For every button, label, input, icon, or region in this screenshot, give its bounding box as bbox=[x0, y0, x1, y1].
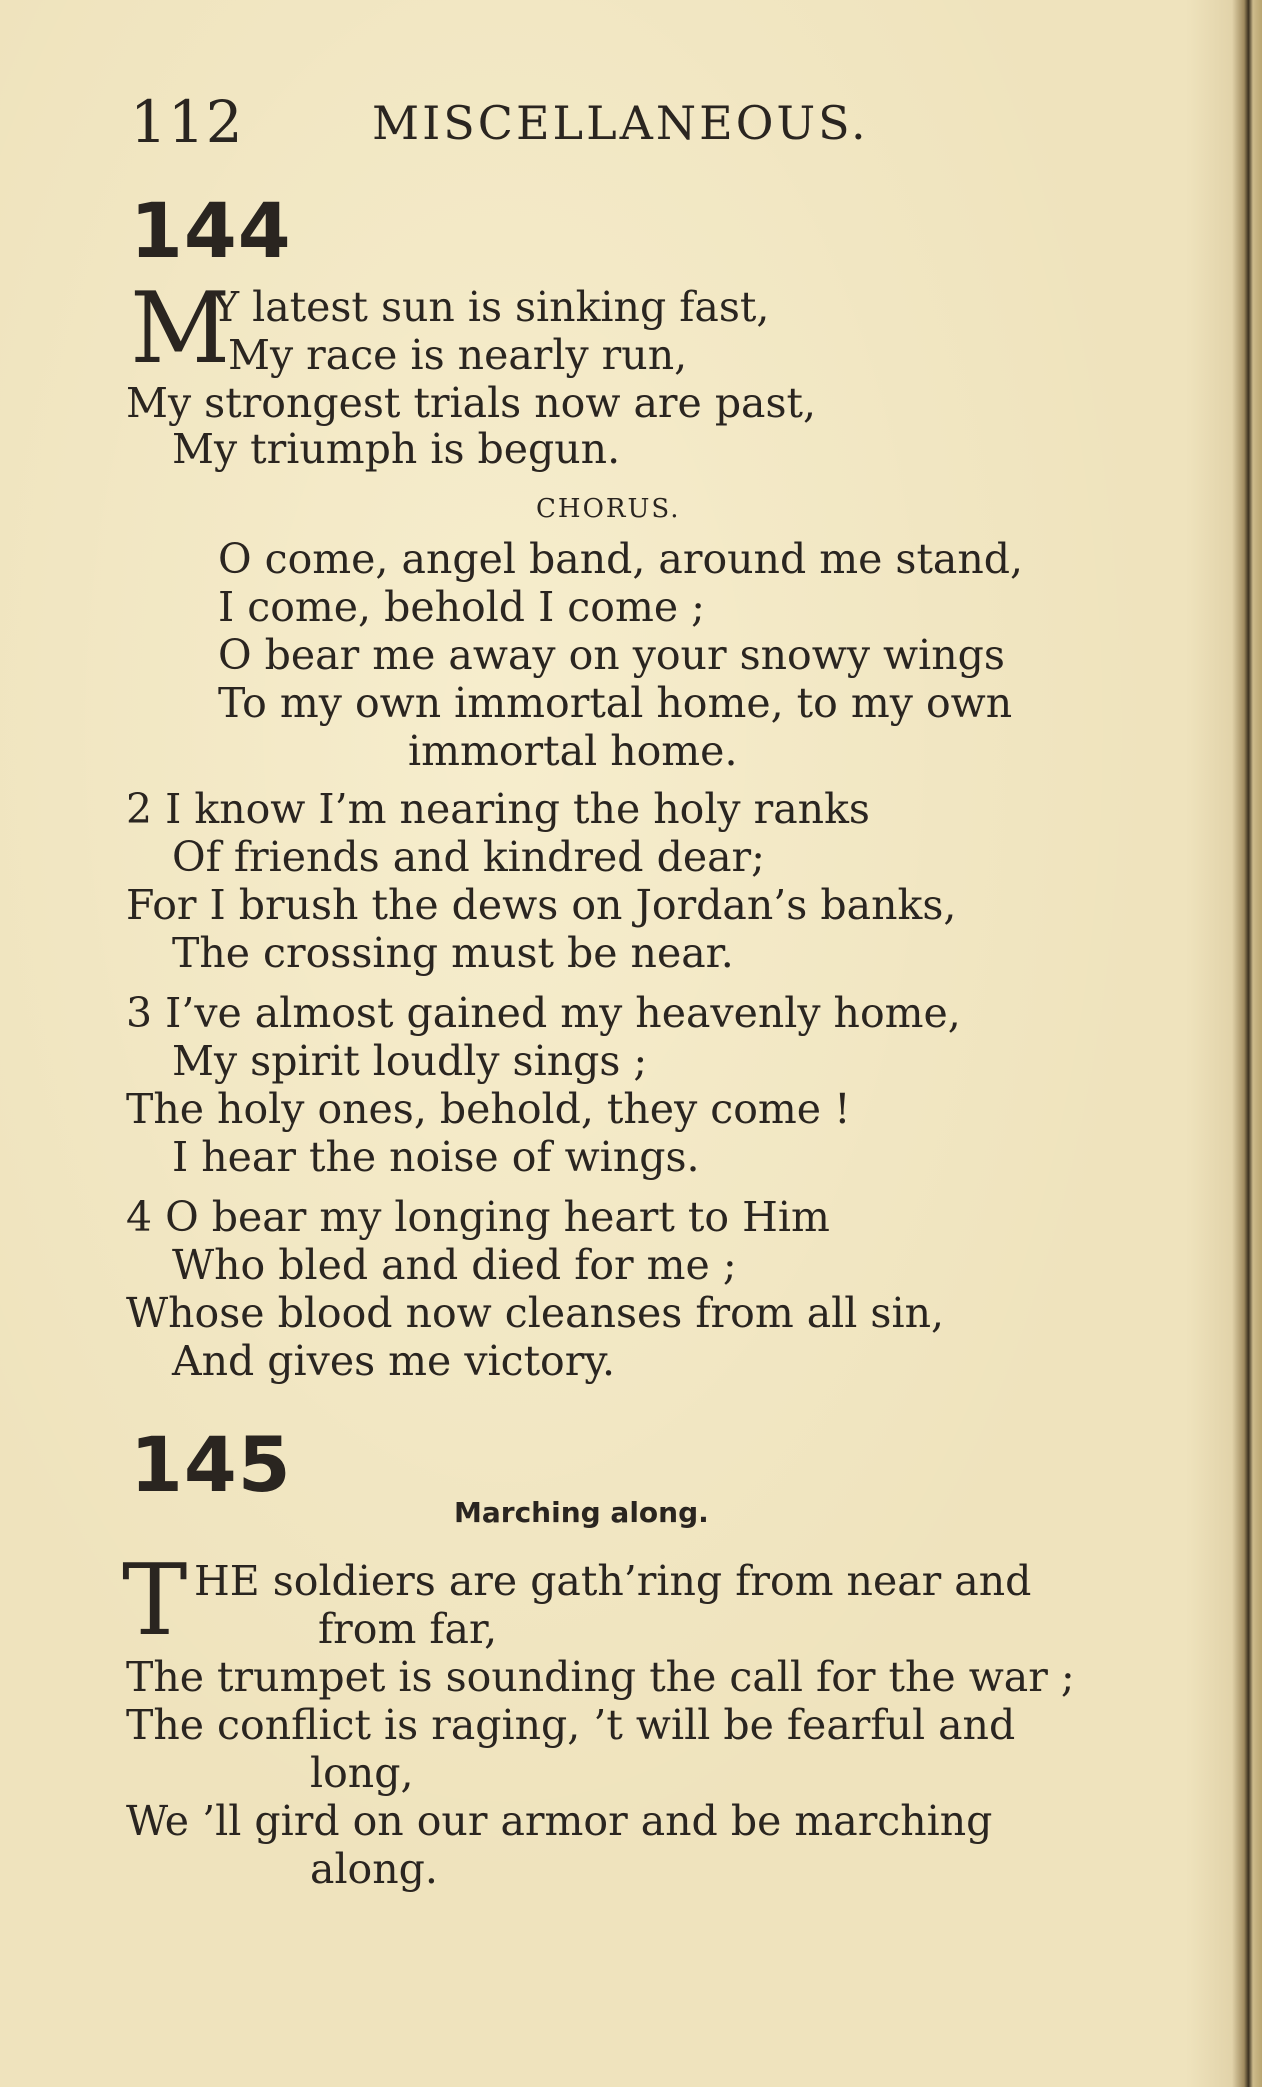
hymn-144-verse4-line1: 4 O bear my longing heart to Him bbox=[126, 1193, 830, 1241]
hymn-144-verse1-line1: Y latest sun is sinking fast, bbox=[212, 283, 770, 331]
hymn-144-verse3-line2: My spirit loudly sings ; bbox=[172, 1037, 648, 1085]
hymn-144-number: 144 bbox=[130, 186, 292, 275]
book-spine-edge bbox=[1232, 0, 1262, 2087]
hymn-144-chorus-line1: O come, angel band, around me stand, bbox=[218, 535, 1024, 583]
hymn-144-verse1-line3: My strongest trials now are past, bbox=[126, 379, 817, 427]
hymn-145-verse1-line1: HE soldiers are gath’ring from near and bbox=[194, 1557, 1032, 1605]
hymn-144-chorus-line2: I come, behold I come ; bbox=[218, 583, 705, 631]
hymn-144-verse1-line2: My race is nearly run, bbox=[228, 331, 688, 379]
hymn-144-chorus-line3: O bear me away on your snowy wings bbox=[218, 631, 1005, 679]
hymn-144-verse3-line3: The holy ones, behold, they come ! bbox=[126, 1085, 851, 1133]
hymn-144-verse1-line4: My triumph is begun. bbox=[172, 425, 621, 473]
hymn-144-verse2-line4: The crossing must be near. bbox=[172, 929, 734, 977]
hymn-144-verse4-line4: And gives me victory. bbox=[172, 1337, 616, 1385]
hymn-145-verse1-line6: We ’ll gird on our armor and be marching bbox=[126, 1797, 993, 1845]
hymn-144-verse3-line4: I hear the noise of wings. bbox=[172, 1133, 700, 1181]
running-head: MISCELLANEOUS. bbox=[372, 96, 869, 150]
hymn-144-verse4-line3: Whose blood now cleanses from all sin, bbox=[126, 1289, 945, 1337]
hymn-145-verse1-line5: long, bbox=[310, 1749, 414, 1797]
hymn-144-verse3-line1: 3 I’ve almost gained my heavenly home, bbox=[126, 989, 961, 1037]
hymn-145-verse1-line4: The conflict is raging, ’t will be fearful and bbox=[126, 1701, 1016, 1749]
hymn-144-chorus-line5: immortal home. bbox=[408, 727, 738, 775]
hymn-144-verse2-line1: 2 I know I’m nearing the holy ranks bbox=[126, 785, 870, 833]
hymn-144-verse2-line3: For I brush the dews on Jordan’s banks, bbox=[126, 881, 957, 929]
hymn-144-chorus-label: CHORUS. bbox=[536, 494, 681, 524]
hymn-145-title: Marching along. bbox=[454, 1496, 709, 1529]
hymn-145-verse1-line2: from far, bbox=[318, 1605, 498, 1653]
hymn-145-drop-cap: T bbox=[122, 1544, 188, 1658]
hymn-145-number: 145 bbox=[130, 1420, 292, 1509]
hymn-145-verse1-line7: along. bbox=[310, 1845, 438, 1893]
hymn-145-verse1-line3: The trumpet is sounding the call for the war ; bbox=[126, 1653, 1075, 1701]
hymn-144-drop-cap: M bbox=[130, 272, 231, 386]
hymn-144-verse4-line2: Who bled and died for me ; bbox=[172, 1241, 737, 1289]
hymn-144-verse2-line2: Of friends and kindred dear; bbox=[172, 833, 765, 881]
page-number: 112 bbox=[130, 88, 244, 156]
hymn-144-chorus-line4: To my own immortal home, to my own bbox=[218, 679, 1013, 727]
